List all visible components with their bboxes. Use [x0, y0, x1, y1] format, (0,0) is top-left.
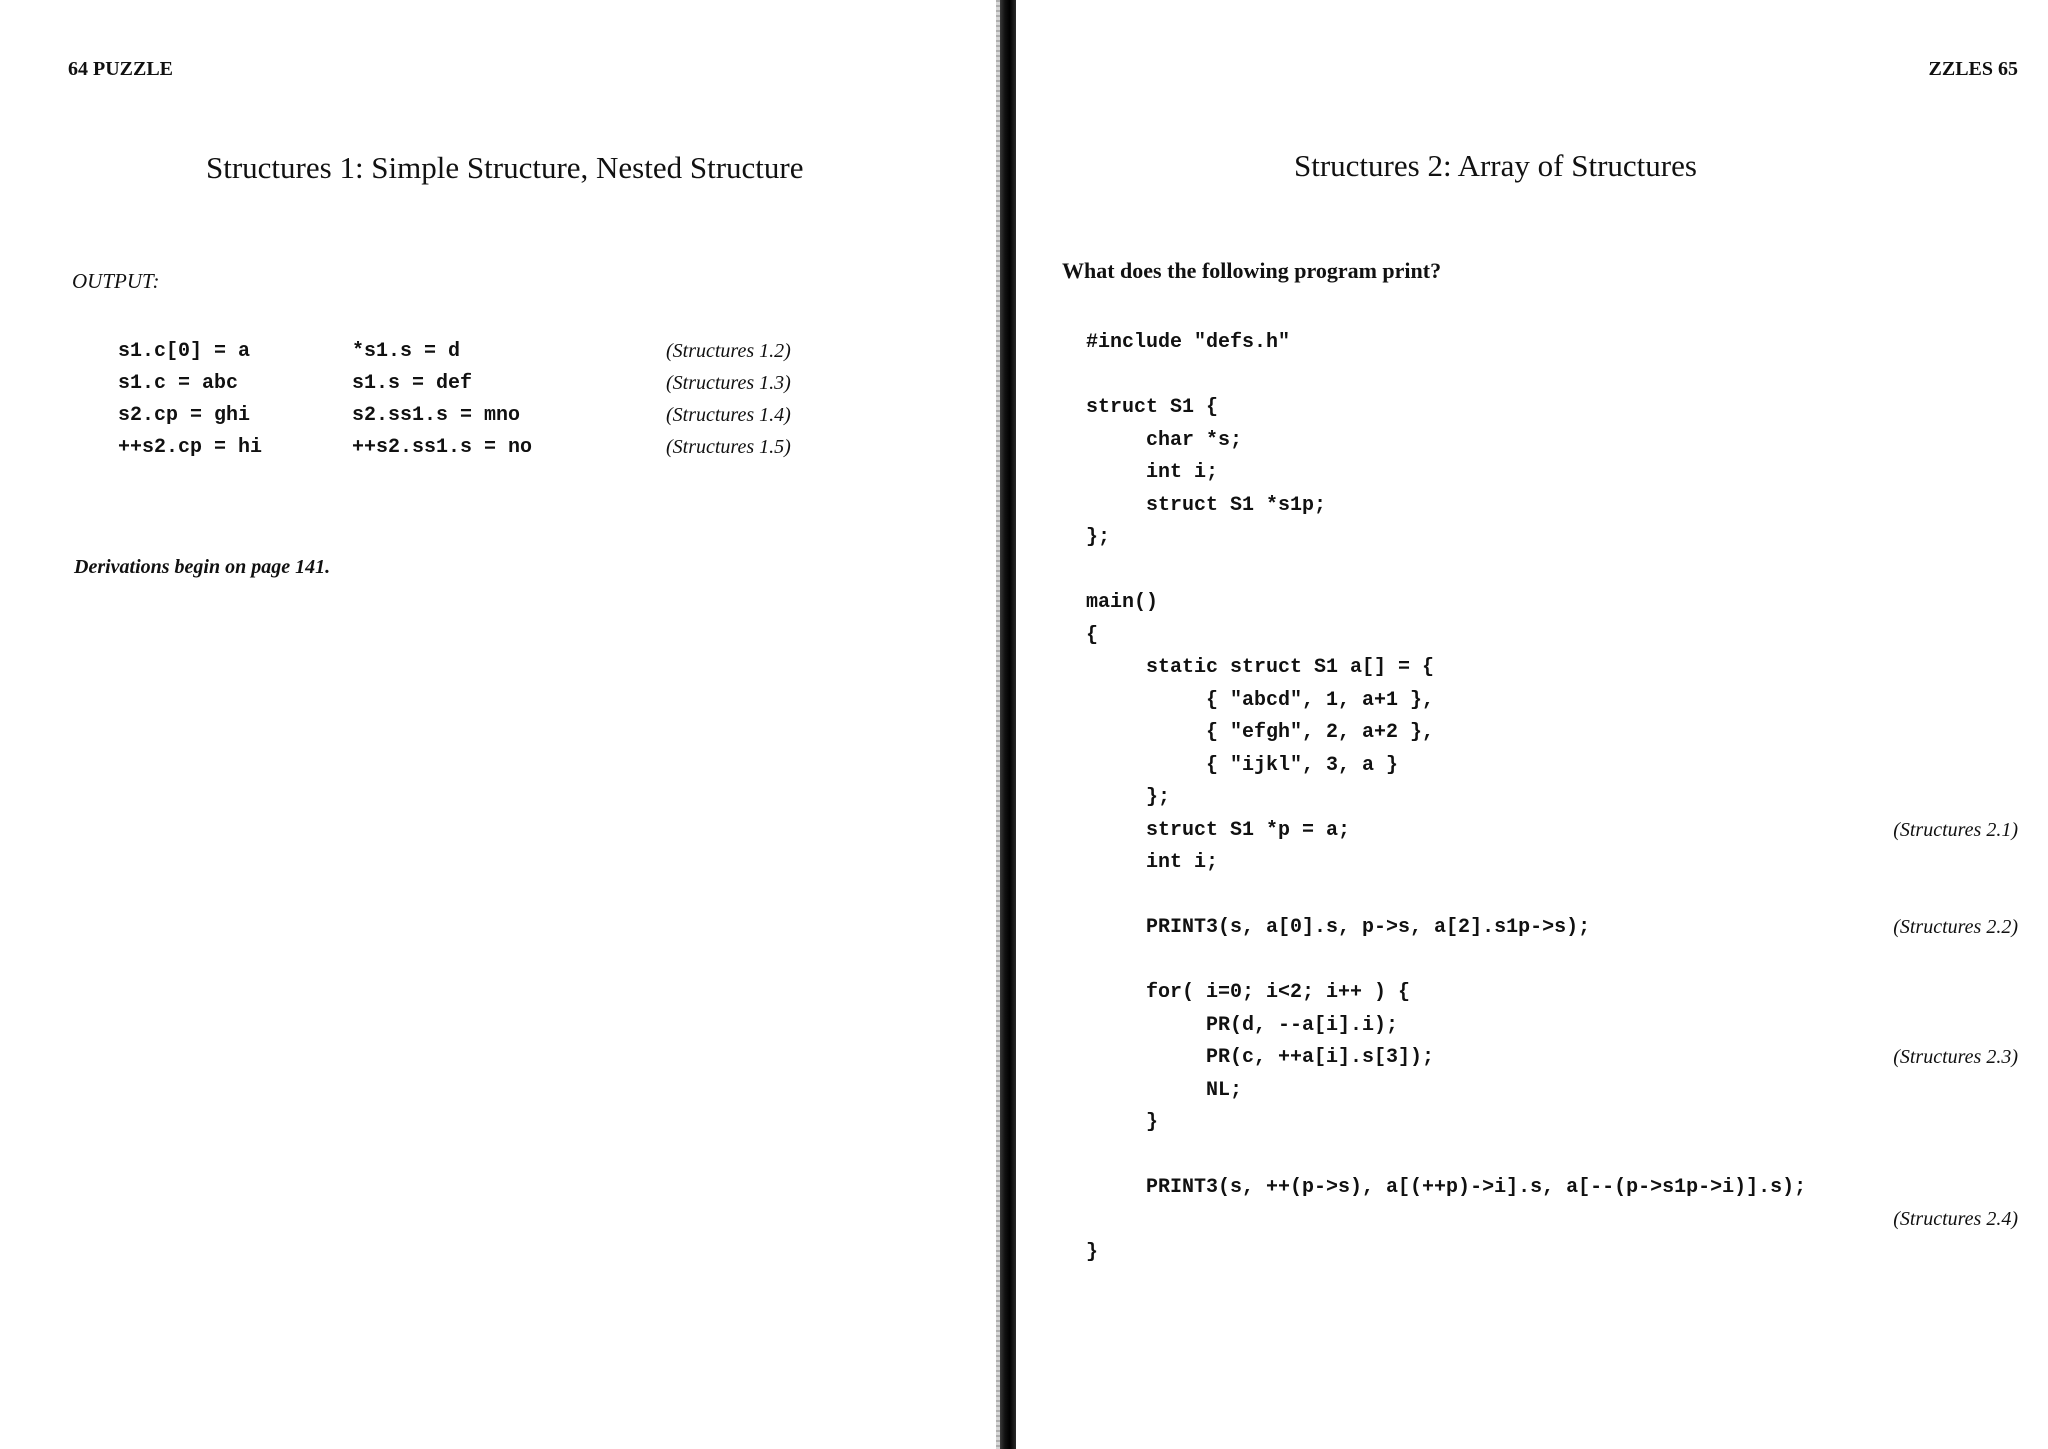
code-text: };	[1086, 526, 1111, 549]
code-text: { "efgh", 2, a+2 },	[1086, 721, 1435, 744]
code-line	[1086, 1241, 2048, 1271]
code-line	[1086, 916, 2048, 946]
code-text: for( i=0; i<2; i++ ) {	[1086, 981, 1411, 1004]
code-line	[1086, 429, 2048, 459]
output-expression: s2.cp = ghi	[118, 404, 251, 427]
output-row	[0, 372, 1000, 402]
code-text: char *s;	[1086, 429, 1243, 452]
derivations-note: Derivations begin on page 141.	[74, 556, 331, 578]
output-expression: s1.s = def	[352, 372, 473, 395]
code-text: static struct S1 a[] = {	[1086, 656, 1435, 679]
output-expression: ++s2.ss1.s = no	[352, 436, 533, 459]
structure-ref: (Structures 1.2)	[666, 340, 791, 362]
structure-ref: (Structures 1.3)	[666, 372, 791, 394]
code-line	[1086, 819, 2048, 849]
structure-ref: (Structures 1.4)	[666, 404, 791, 426]
code-line	[1086, 1111, 2048, 1141]
structure-ref: (Structures 2.4)	[1893, 1208, 2018, 1230]
structure-ref: (Structures 2.3)	[1893, 1046, 2018, 1068]
output-row	[0, 404, 1000, 434]
right-page-folio: ZZLES 65	[1928, 58, 2018, 80]
code-text: PRINT3(s, ++(p->s), a[(++p)->i].s, a[--(p->s1p->i)].s);	[1086, 1176, 1807, 1199]
book-spine	[1000, 0, 1016, 1449]
structure-ref: (Structures 1.5)	[666, 436, 791, 458]
right-page-title: Structures 2: Array of Structures	[1294, 148, 1697, 183]
code-text: int i;	[1086, 461, 1219, 484]
output-expression: s2.ss1.s = mno	[352, 404, 521, 427]
output-expression: ++s2.cp = hi	[118, 436, 263, 459]
code-line	[1086, 721, 2048, 751]
code-text: }	[1086, 1111, 1159, 1134]
output-row	[0, 340, 1000, 370]
output-expression: s1.c[0] = a	[118, 340, 251, 363]
code-line	[1086, 1208, 2048, 1238]
code-line	[1086, 754, 2048, 784]
code-text: { "abcd", 1, a+1 },	[1086, 689, 1435, 712]
code-line	[1086, 461, 2048, 491]
code-text: struct S1 {	[1086, 396, 1219, 419]
code-line	[1086, 624, 2048, 654]
right-page	[1016, 0, 2048, 1449]
code-text: struct S1 *p = a;	[1086, 819, 1351, 842]
code-line	[1086, 331, 2048, 361]
code-line	[1086, 1046, 2048, 1076]
left-page-folio: 64 PUZZLE	[68, 58, 174, 80]
code-text: { "ijkl", 3, a }	[1086, 754, 1399, 777]
code-text: main()	[1086, 591, 1159, 614]
code-text: PRINT3(s, a[0].s, p->s, a[2].s1p->s);	[1086, 916, 1591, 939]
code-line	[1086, 1176, 2048, 1206]
code-line	[1086, 494, 2048, 524]
code-text: NL;	[1086, 1079, 1243, 1102]
code-text: struct S1 *s1p;	[1086, 494, 1327, 517]
code-line	[1086, 689, 2048, 719]
code-line	[1086, 656, 2048, 686]
code-line	[1086, 591, 2048, 621]
code-line	[1086, 851, 2048, 881]
output-expression: *s1.s = d	[352, 340, 461, 363]
left-page-title: Structures 1: Simple Structure, Nested Structure	[206, 150, 804, 185]
code-text: }	[1086, 1241, 1099, 1264]
output-label: OUTPUT:	[72, 269, 160, 293]
output-expression: s1.c = abc	[118, 372, 239, 395]
code-line	[1086, 396, 2048, 426]
code-line	[1086, 1014, 2048, 1044]
code-line	[1086, 786, 2048, 816]
code-text: PR(d, --a[i].i);	[1086, 1014, 1399, 1037]
code-line	[1086, 526, 2048, 556]
structure-ref: (Structures 2.1)	[1893, 819, 2018, 841]
code-text: {	[1086, 624, 1099, 647]
code-text: };	[1086, 786, 1171, 809]
code-line	[1086, 1079, 2048, 1109]
code-text: int i;	[1086, 851, 1219, 874]
code-text: PR(c, ++a[i].s[3]);	[1086, 1046, 1435, 1069]
code-line	[1086, 981, 2048, 1011]
code-text: #include "defs.h"	[1086, 331, 1291, 354]
structure-ref: (Structures 2.2)	[1893, 916, 2018, 938]
left-page	[0, 0, 1000, 1449]
question-text: What does the following program print?	[1062, 258, 1442, 283]
output-row	[0, 436, 1000, 466]
